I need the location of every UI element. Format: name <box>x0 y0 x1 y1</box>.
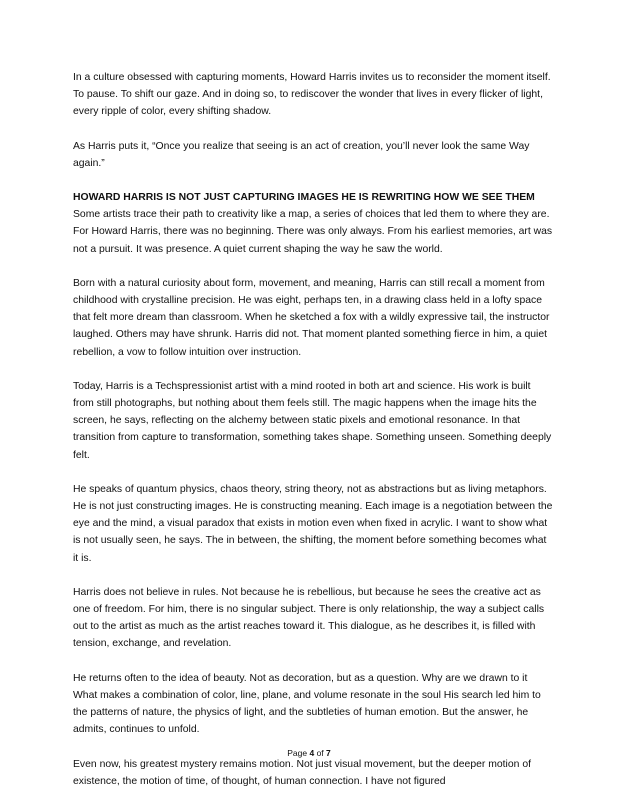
page-number-separator: of <box>314 748 327 758</box>
paragraph: Some artists trace their path to creativity like a map, a series of choices that led them to where they are. For Howard Harris, there was no beginning. There was only always. From his earliest memories, art was not a pursuit. It was presence. A quiet current shaping the way he saw the world. <box>73 209 553 255</box>
page-number-prefix: Page <box>287 748 310 758</box>
page-body <box>73 69 553 790</box>
page-number-current: 4 <box>309 748 315 758</box>
paragraph: He returns often to the idea of beauty. Not as decoration, but as a question. Why are we drawn to it What makes a combination of color, line, plane, and volume resonate in the soul His search led him to the patterns of nature, the physics of light, and the subtleties of human emotion. But the answer, he admits, continues to unfold. <box>73 672 541 736</box>
paragraph: As Harris puts it, “Once you realize that seeing is an act of creation, you’ll never look the same Way again.” <box>73 140 530 169</box>
paragraph: Even now, his greatest mystery remains motion. Not just visual movement, but the deeper motion of existence, the motion of time, of thought, of human connection. I have not figured <box>73 758 531 787</box>
paragraph: Born with a natural curiosity about form, movement, and meaning, Harris can still recall a moment from childhood with crystalline precision. He was eight, perhaps ten, in a drawing class held in a lofty space that felt more dream than classroom. When he sketched a fox with a wildly expressive tail, the instructor laughed. Others may have shrunk. Harris did not. That moment planted something fierce in him, a quiet rebellion, a vow to follow intuition over instruction. <box>73 277 550 358</box>
paragraph: Today, Harris is a Techspressionist artist with a mind rooted in both art and science. His work is built from still photographs, but nothing about them feels still. The magic happens when the image hits the screen, he says, reflecting on the alchemy between static pixels and emotional resonance. In that transition from capture to transformation, something takes shape. Something unseen. Something deeply felt. <box>73 380 552 461</box>
paragraph: Harris does not believe in rules. Not because he is rebellious, but because he sees the creative act as one of freedom. For him, there is no singular subject. There is only relationship, the way a subject calls out to the artist as much as the artist reaches toward it. This dialogue, as he describes it, is filled with tension, exchange, and revelation. <box>73 586 545 650</box>
paragraph: He speaks of quantum physics, chaos theory, string theory, not as abstractions but as living metaphors. He is not just constructing images. He is constructing meaning. Each image is a negotiation between the eye and the mind, a visual paradox that exists in motion even when fixed in acrylic. I want to show what is not usually seen, he says. The in between, the shifting, the moment before something becomes what it is. <box>73 483 553 564</box>
paragraph: In a culture obsessed with capturing moments, Howard Harris invites us to reconsider the moment itself. To pause. To shift our gaze. And in doing so, to rediscover the wonder that lives in every flicker of light, every ripple of color, every shifting shadow. <box>73 72 551 118</box>
page-footer <box>0 747 618 759</box>
section-heading: HOWARD HARRIS IS NOT JUST CAPTURING IMAGES HE IS REWRITING HOW WE SEE THEM <box>73 192 535 204</box>
page-number-total: 7 <box>326 748 331 758</box>
